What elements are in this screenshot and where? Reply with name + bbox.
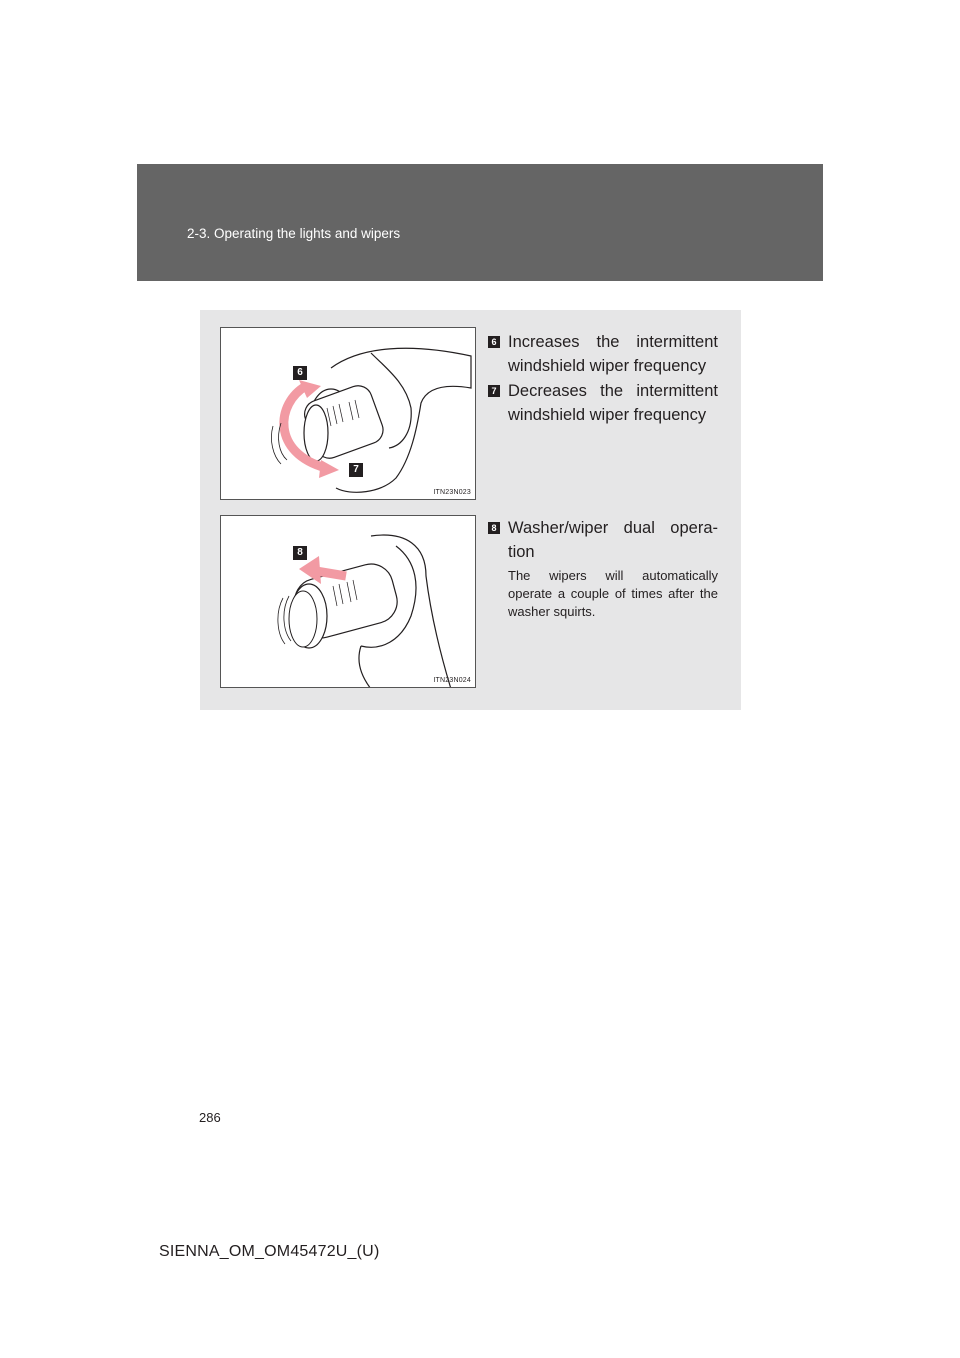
item-text: Increases the intermittent windshield wiper frequency	[508, 333, 718, 375]
section-header	[137, 164, 823, 281]
list-item	[488, 379, 718, 427]
item-text: Washer/wiper dual opera-tion	[508, 519, 718, 561]
callout-8: 8	[293, 546, 307, 560]
item-text: Decreases the intermittent windshield wiper frequency	[508, 382, 718, 424]
list-item	[488, 516, 718, 564]
content-panel	[200, 310, 741, 710]
note-text: The wipers will automatically operate a couple of times after the washer squirts.	[508, 568, 718, 619]
figure-wiper-frequency	[220, 327, 476, 500]
document-code: SIENNA_OM_OM45472U_(U)	[159, 1243, 380, 1260]
item-number: 6	[488, 336, 500, 348]
figure-code: ITN23N023	[433, 489, 471, 496]
page-number: 286	[199, 1110, 221, 1125]
callout-6: 6	[293, 366, 307, 380]
item-number: 7	[488, 385, 500, 397]
list-item	[488, 330, 718, 378]
item-number: 8	[488, 522, 500, 534]
callout-7: 7	[349, 463, 363, 477]
washer-illustration	[221, 516, 476, 688]
figure-washer	[220, 515, 476, 688]
section-title: 2-3. Operating the lights and wipers	[187, 226, 401, 241]
figure-code: ITN23N024	[433, 677, 471, 684]
